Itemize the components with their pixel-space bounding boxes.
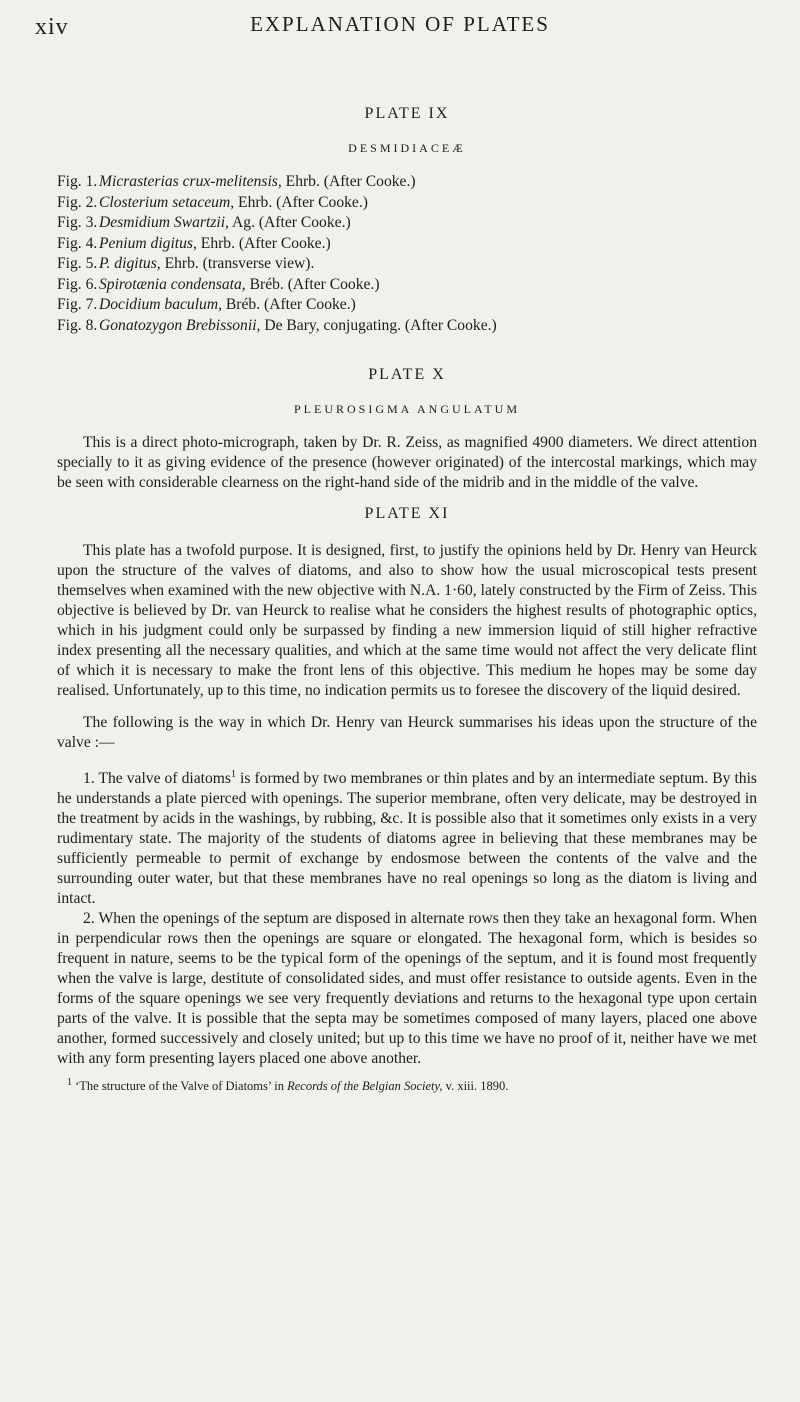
plate-ix-section — [57, 105, 757, 336]
footnote-text: ‘The structure of the Valve of Diatoms’ in — [72, 1079, 288, 1094]
plate-x-section — [57, 366, 757, 493]
running-head — [0, 6, 800, 46]
plate-xi-point-2: 2. When the openings of the septum are disposed in alternate rows then they take an hexagonal form. When in perpendicular rows then the openings are square or elongated. The hexagonal form, which is besides so frequent in nature, seems to be the typical form of the openings of the septum, and it is found most frequently when the valve is large, destitute of consolidated sides, and must offer resistance to outside agents. Even in the forms of the square openings we see very frequently deviations and returns to the hexagonal type upon certain parts of the valve. It is possible that the septa may be sometimes composed of many layers, placed one above another, formed successively and closely united; but up to this time we have no proof of it, neither have we met with any form presenting layers placed one above another. — [57, 910, 757, 1068]
figure-number: Fig. 3. — [57, 214, 98, 231]
figure-note: De Bary, conjugating. (After Cooke.) — [260, 316, 497, 334]
figure-number: Fig. 6. — [57, 275, 98, 293]
figure-number: Fig. 7. — [57, 296, 98, 313]
footnote-citation: v. xiii. 1890. — [442, 1079, 509, 1094]
figure-species: Closterium setaceum, — [99, 193, 235, 211]
plate-x-subheading: PLEUROSIGMA ANGULATUM — [293, 402, 520, 416]
plate-x-paragraph: This is a direct photo-micrograph, taken by Dr. R. Zeiss, as magnified 4900 diameters. We direct attention specially to it as giving evidence of the presence (however originated) of the intercostal markings, which may be seen with considerable clearness on the right-hand side of the midrib and in the middle of the valve. — [57, 434, 757, 491]
figure-note: Ehrb. (After Cooke.) — [234, 193, 368, 211]
figure-note: Bréb. (After Cooke.) — [222, 296, 356, 313]
plate-x-heading: PLATE X — [368, 366, 446, 383]
plate-ix-subheading: DESMIDIACEÆ — [348, 141, 466, 155]
figure-species: Spirotænia condensata, — [99, 275, 246, 293]
plate-xi-heading: PLATE XI — [364, 505, 450, 522]
plate-xi-paragraph-2: The following is the way in which Dr. Henry van Heurck summarises his ideas upon the structure of the valve :— — [57, 714, 757, 751]
figure-item — [57, 213, 757, 234]
figure-note: Ehrb. (After Cooke.) — [281, 173, 416, 190]
figure-species: Penium digitus, — [99, 234, 197, 252]
running-title: EXPLANATION OF PLATES — [250, 12, 550, 36]
figure-item — [57, 275, 757, 296]
figure-item — [57, 234, 757, 255]
page-content — [57, 105, 757, 1094]
figure-item — [57, 316, 757, 337]
point-1-lead: 1. The valve of diatoms — [83, 770, 231, 788]
figure-item — [57, 295, 757, 316]
plate-xi-paragraph-1: This plate has a twofold purpose. It is designed, first, to justify the opinions held by Dr. Henry van Heurck upon the structure of the valves of diatoms, and also to show how the usual microscopical tests present themselves when examined with the new objective with N.A. 1·60, lately constructed by the Firm of Zeiss. This objective is believed by Dr. van Heurck to realise what he considers the highest results of photographic optics, which in his judgment could only be surpassed by finding a new immersion liquid of still higher refractive index presenting all the necessary qualities, and which at the same time would not affect the very delicate flint of which it is necessary to make the front lens of this objective. This medium he hopes may be some day realised. Unfortunately, up to this time, no indication permits us to foresee the discovery of the liquid desired. — [57, 542, 757, 699]
figure-note: Ag. (After Cooke.) — [228, 214, 351, 231]
figure-species: P. digitus, — [99, 255, 161, 272]
figure-note: Ehrb. (transverse view). — [160, 255, 315, 272]
plate-ix-heading: PLATE IX — [364, 105, 450, 122]
footnote-journal: Records of the Belgian Society, — [287, 1079, 443, 1094]
page-number: xiv — [35, 14, 69, 40]
figure-number: Fig. 2. — [57, 193, 98, 211]
footnote-reference[interactable]: 1 — [230, 769, 236, 780]
figure-number: Fig. 8. — [57, 316, 98, 334]
figure-item — [57, 254, 757, 275]
figure-species: Gonatozygon Brebissonii, — [99, 316, 261, 334]
footnote-mark: 1 — [67, 1077, 72, 1089]
figure-number: Fig. 1. — [57, 173, 98, 190]
figure-list — [57, 172, 757, 336]
figure-note: Ehrb. (After Cooke.) — [196, 234, 331, 252]
figure-number: Fig. 4. — [57, 234, 98, 252]
figure-species: Desmidium Swartzii, — [99, 214, 229, 231]
figure-number: Fig. 5. — [57, 255, 98, 272]
plate-xi-section — [57, 505, 757, 1094]
plate-xi-point-1 — [57, 765, 757, 909]
figure-species: Micrasterias crux-melitensis, — [99, 173, 282, 190]
figure-item — [57, 172, 757, 193]
point-1-text: is formed by two membranes or thin plates and by an intermediate septum. By this he understands a plate pierced with openings. The superior membrane, often very delicate, may be destroyed in the treatment by acids in the washings, by rubbing, &c. It is possible also that it sometimes only exists in a very rudimentary state. The majority of the students of diatoms agree in believing that these membranes may be sufficiently permeable to permit of exchange by endosmose between the contents of the valve and the surrounding outer water, but that these membranes have no real openings so long as the diatom is living and intact. — [57, 770, 757, 908]
footnote — [57, 1075, 757, 1094]
figure-note: Bréb. (After Cooke.) — [245, 275, 380, 293]
figure-item — [57, 193, 757, 214]
figure-species: Docidium baculum, — [99, 296, 222, 313]
